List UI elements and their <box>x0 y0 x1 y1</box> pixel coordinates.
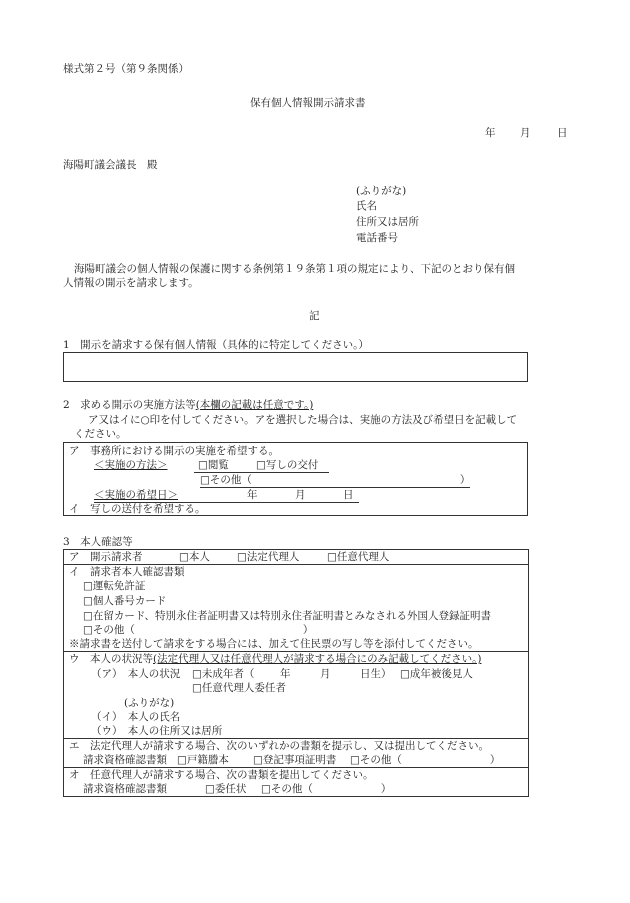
voluntary-rep-other-close: ） <box>380 783 392 795</box>
person-ward-checkbox[interactable]: □成年被後見人 <box>400 668 473 680</box>
person-minor-checkbox[interactable]: □未成年者（ <box>192 668 255 680</box>
id-docs-heading: イ 請求者本人確認書類 <box>69 566 185 578</box>
person-proxy-principal-checkbox[interactable]: □任意代理人委任者 <box>192 682 286 694</box>
section1-input-box[interactable] <box>63 352 528 382</box>
id-doc-other-close: ） <box>302 624 314 636</box>
section2-heading <box>63 398 313 412</box>
section3-table <box>63 549 529 797</box>
method-other-checkbox[interactable]: □その他（ <box>200 474 252 486</box>
desired-date-month: 月 <box>295 489 306 501</box>
person-furigana-label: (ふりがな) <box>124 697 175 709</box>
section2-option-i[interactable]: イ 写しの送付を希望する。 <box>69 503 206 515</box>
section2-option-a[interactable]: ア 事務所における開示の実施を希望する。 <box>69 445 279 457</box>
section1-heading: 1 開示を請求する保有個人情報（具体的に特定してください。） <box>63 339 369 351</box>
page-title: 保有個人情報開示請求書 <box>250 97 366 109</box>
legal-rep-family-register-checkbox[interactable]: □戸籍謄本 <box>177 754 229 766</box>
legal-rep-registry-certificate-checkbox[interactable]: □登記事項証明書 <box>253 754 337 766</box>
person-status-row <box>91 667 528 681</box>
voluntary-rep-instruction: オ 任意代理人が請求する場合、次の書類を提出してください。 <box>69 769 374 781</box>
legal-rep-other-close: ） <box>489 754 501 766</box>
voluntary-rep-power-of-attorney-checkbox[interactable]: □委任状 <box>205 783 247 795</box>
date-month-label: 月 <box>520 127 531 139</box>
voluntary-rep-docs-label: 請求資格確認書類 <box>83 783 167 795</box>
person-address-label: （ウ） 本人の住所又は居所 <box>91 725 223 737</box>
applicant-address-label: 住所又は居所 <box>356 216 419 228</box>
applicant-name-label: 氏名 <box>356 200 377 212</box>
person-birth-day: 日生） <box>360 668 392 680</box>
desired-date-label: ＜実施の希望日＞ <box>94 489 178 501</box>
method-row <box>94 458 527 472</box>
section2-table <box>63 442 528 516</box>
legal-rep-other-checkbox[interactable]: □その他（ <box>350 754 402 766</box>
form-number: 様式第２号（第９条関係） <box>63 63 189 75</box>
section2-heading-prefix: 2 求める開示の実施方法等 <box>63 399 196 411</box>
date-year-label: 年 <box>485 127 496 139</box>
addressee: 海陽町議会議長 殿 <box>63 159 158 171</box>
intro-line-1: 海陽町議会の個人情報の保護に関する条例第１９条第１項の規定により、下記のとおり保有個 <box>74 263 515 275</box>
legal-rep-docs-label: 請求資格確認書類 <box>83 754 167 766</box>
person-status-label: （ア） 本人の状況 <box>91 668 181 680</box>
person-birth-year: 年 <box>280 668 291 680</box>
id-doc-other-checkbox[interactable]: □その他（ <box>83 624 135 636</box>
applicant-furigana-label: (ふりがな) <box>356 185 407 197</box>
requester-label: ア 開示請求者 <box>69 551 143 563</box>
intro-line-2: 人情報の開示を請求します。 <box>63 277 199 289</box>
method-other-row <box>200 473 527 487</box>
desired-date-year: 年 <box>247 489 258 501</box>
date-day-label: 日 <box>557 127 568 139</box>
legal-rep-instruction: エ 法定代理人が請求する場合、次のいずれかの書類を提示し、又は提出してください。 <box>69 740 489 752</box>
section2-heading-optional: (本欄の記載は任意です。) <box>195 399 314 411</box>
id-doc-drivers-license[interactable]: □運転免許証 <box>83 580 146 592</box>
requester-row <box>69 550 528 564</box>
person-status-heading-note: (法定代理人又は任意代理人が請求する場合にのみ記載してください。) <box>153 653 482 665</box>
voluntary-rep-other-checkbox[interactable]: □その他（ <box>261 783 313 795</box>
person-name-label: （イ） 本人の氏名 <box>91 711 181 723</box>
voluntary-rep-docs-row <box>83 782 528 796</box>
requester-legal-checkbox[interactable]: □法定代理人 <box>237 551 300 563</box>
section2-note-line-2: ください。 <box>74 428 127 440</box>
id-doc-residence-card[interactable]: □在留カード、特別永住者証明書又は特別永住者証明書とみなされる外国人登録証明書 <box>83 610 491 622</box>
method-other-close: ） <box>459 474 471 486</box>
person-status-heading <box>69 652 528 666</box>
section2-note-line-1: ア又はイに○印を付してください。アを選択した場合は、実施の方法及び希望日を記載して <box>88 414 518 426</box>
id-doc-other-row <box>83 623 528 637</box>
method-copy-checkbox[interactable]: □写しの交付 <box>256 459 319 471</box>
requester-proxy-checkbox[interactable]: □任意代理人 <box>327 551 390 563</box>
method-view-checkbox[interactable]: □閲覧 <box>198 459 229 471</box>
person-birth-month: 月 <box>320 668 331 680</box>
applicant-phone-label: 電話番号 <box>356 232 398 244</box>
id-docs-note: ※請求書を送付して請求をする場合には、加えて住民票の写し等を添付してください。 <box>69 638 479 650</box>
date-row <box>94 488 527 502</box>
id-doc-my-number-card[interactable]: □個人番号カード <box>83 595 167 607</box>
legal-rep-docs-row <box>83 753 528 767</box>
ki-label: 記 <box>309 310 320 322</box>
section3-heading: 3 本人確認等 <box>63 536 133 548</box>
requester-self-checkbox[interactable]: □本人 <box>179 551 210 563</box>
desired-date-day: 日 <box>343 489 354 501</box>
method-label: ＜実施の方法＞ <box>94 459 168 471</box>
person-status-heading-prefix: ウ 本人の状況等 <box>69 653 153 665</box>
